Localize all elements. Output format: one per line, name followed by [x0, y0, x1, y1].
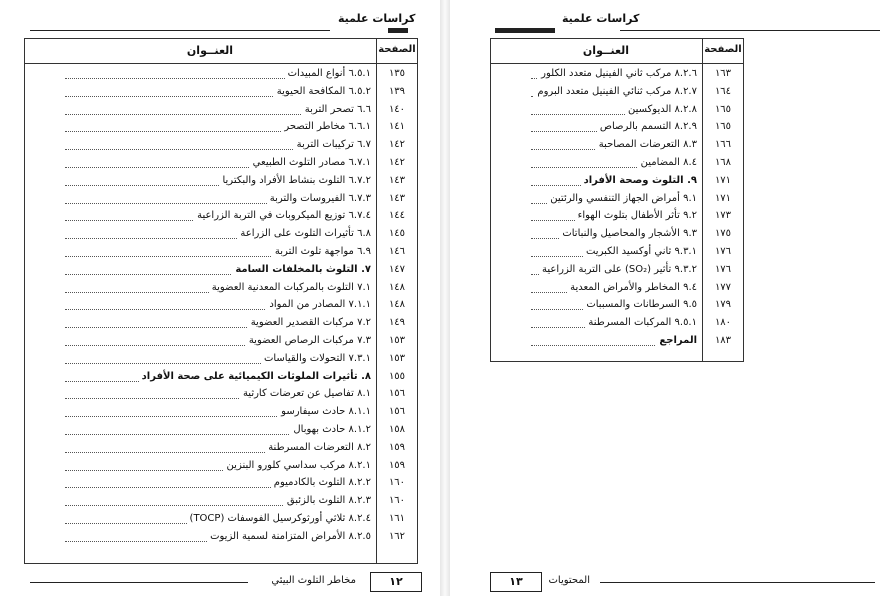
- book-gutter: [440, 0, 450, 596]
- toc-entry-page: ١٦٨: [714, 157, 732, 168]
- toc-entry-page: ١٦٥: [714, 103, 732, 115]
- toc-entry-page: ١٦٢: [388, 530, 406, 542]
- toc-entry-page: ١٧٥: [714, 228, 732, 240]
- toc-entry-title: ٩.٣ الأشجار والمحاصيل والنباتات: [559, 228, 697, 239]
- toc-row: [25, 476, 417, 493]
- toc-row: [25, 387, 417, 404]
- toc-entry-title: ٨.٢ التعرضات المسرطنة: [265, 442, 371, 453]
- toc-row: [25, 174, 417, 191]
- toc-entry-title: ٦.٩ مواجهة تلوث التربة: [272, 246, 371, 257]
- toc-entry-page: ١٧٦: [714, 263, 732, 275]
- toc-row: [491, 281, 743, 298]
- toc-row: [25, 120, 417, 137]
- toc-entry-title: ٨.٢.٨ الديوكسين: [625, 104, 697, 115]
- page-footer: [30, 572, 430, 592]
- toc-entry-title: ٦.٦.١ مخاطر التصحر: [281, 121, 371, 132]
- toc-entry-page: ١٤٥: [388, 228, 406, 240]
- toc-row: [491, 316, 743, 333]
- toc-entry-title: ٦.٧.١ مصادر التلوث الطبيعي: [250, 157, 371, 168]
- toc-row: [25, 512, 417, 529]
- toc-entry-page: ١٤١: [388, 121, 406, 133]
- toc-entry-page: ١٥٩: [388, 441, 406, 453]
- toc-entry-page: ١٥٣: [388, 335, 406, 346]
- toc-entry-page: ١٦٣: [714, 68, 732, 79]
- column-header-page: الصفحة: [378, 44, 416, 55]
- toc-entry-title: ٦.٥.١ أنواع المبيدات: [285, 68, 371, 79]
- toc-entry-page: ١٧٣: [714, 210, 732, 222]
- toc-entry-page: ١٦١: [388, 513, 406, 524]
- toc-row: [25, 352, 417, 369]
- toc-entry-title: ٨.١.١ حادث سيفارسو: [278, 406, 371, 417]
- toc-row: [25, 441, 417, 458]
- column-header-title: العنــوان: [186, 44, 234, 57]
- right-page: [450, 0, 893, 596]
- page-footer: [480, 572, 880, 592]
- series-header: [450, 6, 893, 34]
- toc-entry-title: ٨.٢.١ مركب سداسي كلورو البنزين: [224, 460, 371, 471]
- toc-entry-title: ٦.٦ تصحر التربة: [302, 104, 371, 115]
- toc-entry-page: ١٣٥: [388, 68, 406, 79]
- series-title: كراسات علمية: [338, 12, 416, 25]
- toc-row: [491, 138, 743, 155]
- toc-row: [25, 370, 417, 387]
- toc-entry-title: ٨. تأثيرات الملوثات الكيميائية على صحة الأفراد: [139, 371, 371, 382]
- toc-row: [491, 227, 743, 244]
- toc-table: [24, 38, 418, 564]
- toc-entry-page: ١٦٠: [388, 477, 406, 489]
- toc-entry-title: ٨.٢.٤ ثلاثي أورثوكرسيل الفوسفات (TOCP): [187, 513, 371, 524]
- toc-entry-title: ٩.١ أمراض الجهاز التنفسي والرئتين: [547, 193, 697, 204]
- toc-row: [25, 281, 417, 298]
- toc-row: [25, 405, 417, 422]
- toc-entry-page: ١٦٠: [388, 495, 406, 507]
- column-header-page: الصفحة: [704, 44, 742, 55]
- toc-entry-title: ٧.١.١ المصادر من المواد: [266, 299, 371, 310]
- toc-row: [25, 67, 417, 84]
- page-number: ١٣: [490, 572, 542, 592]
- toc-entry-page: ١٦٦: [714, 139, 732, 151]
- toc-row: [25, 334, 417, 351]
- toc-entry-page: ١٣٩: [388, 85, 406, 97]
- series-title: كراسات علمية: [562, 12, 640, 25]
- page-number: ١٢: [370, 572, 422, 592]
- toc-entry-title: ٨.٣ التعرضات المصاحبة: [596, 139, 697, 150]
- header-bar: [495, 28, 555, 33]
- toc-row: [25, 494, 417, 511]
- toc-table: [490, 38, 744, 362]
- toc-row: [491, 192, 743, 209]
- toc-entry-title: ٩.٥.١ المركبات المسرطنة: [585, 317, 697, 328]
- toc-row: [25, 103, 417, 120]
- toc-entry-page: ١٤٢: [388, 139, 406, 151]
- toc-entry-title: ٨.٤ المضامين: [638, 157, 697, 168]
- toc-entry-page: ١٥٣: [388, 352, 406, 364]
- toc-row: [25, 192, 417, 209]
- toc-entry-title: ٩.٤ المخاطر والأمراض المعدية: [567, 282, 697, 293]
- toc-entry-page: ١٤٩: [388, 317, 406, 329]
- toc-entry-page: ١٤٦: [388, 246, 406, 257]
- toc-entry-title: ٧.٣.١ التحولات والقياسات: [261, 353, 371, 364]
- toc-entry-page: ١٤٠: [388, 103, 406, 115]
- toc-entry-page: ١٧٩: [714, 299, 732, 311]
- toc-row: [25, 459, 417, 476]
- toc-row: [491, 245, 743, 262]
- toc-row: [25, 263, 417, 280]
- toc-entry-page: ١٥٦: [388, 406, 406, 418]
- toc-entry-title: ٩. التلوث وصحة الأفراد: [581, 175, 697, 186]
- toc-row: [25, 85, 417, 102]
- toc-entry-page: ١٧١: [714, 192, 732, 204]
- toc-entry-title: ٨.٢.٦ مركب ثاني الفينيل متعدد الكلور: [538, 68, 697, 79]
- toc-row: [491, 298, 743, 315]
- toc-entry-page: ١٦٥: [714, 121, 732, 133]
- left-page: [0, 0, 440, 596]
- toc-entry-title: ٦.٧.٤ توزيع الميكروبات في التربة الزراعية: [194, 210, 371, 221]
- toc-entry-page: ١٤٨: [388, 299, 406, 311]
- header-bar: [388, 28, 408, 33]
- toc-entry-title: ٩.٢ تأثر الأطفال بتلوث الهواء: [575, 210, 697, 221]
- toc-entry-title: ٦.٧ تركيبات التربة: [294, 139, 371, 150]
- toc-entry-title: ٨.٢.٧ مركب ثنائي الفينيل متعدد البروم: [534, 86, 697, 97]
- toc-entry-title: ٦.٧.٣ الفيروسات والتربة: [267, 193, 371, 204]
- toc-entry-page: ١٥٩: [388, 459, 406, 471]
- toc-entry-title: ٩.٣.٢ تأثير (SO₂) على التربة الزراعية: [539, 264, 697, 275]
- toc-header: [491, 39, 743, 64]
- toc-row: [491, 334, 743, 351]
- toc-entry-title: ٨.٢.٥ الأمراض المتزامنة لسمية الزيوت: [207, 531, 371, 542]
- toc-entry-title: ٨.٢.٩ التسمم بالرصاص: [597, 121, 697, 132]
- toc-row: [25, 156, 417, 173]
- toc-row: [491, 120, 743, 137]
- toc-row: [491, 263, 743, 280]
- toc-row: [25, 138, 417, 155]
- toc-entry-title: ٨.٢.٢ التلوث بالكادميوم: [271, 477, 371, 488]
- toc-row: [491, 103, 743, 120]
- toc-entry-title: ٨.١ تفاصيل عن تعرضات كارثية: [240, 388, 371, 399]
- toc-entry-page: ١٤٨: [388, 281, 406, 293]
- footer-rule: [30, 582, 248, 583]
- toc-entry-title: ٦.٧.٢ التلوث بنشاط الأفراد والبكتريا: [219, 175, 371, 186]
- toc-row: [491, 67, 743, 84]
- toc-entry-title: ٨.٢.٣ التلوث بالزئبق: [284, 495, 371, 506]
- column-header-title: العنــوان: [582, 44, 630, 57]
- toc-row: [25, 423, 417, 440]
- toc-entry-page: ١٤٤: [388, 210, 406, 222]
- header-rule: [620, 30, 880, 31]
- toc-row: [25, 530, 417, 547]
- footer-text: مخاطر التلوث البيئي: [271, 575, 356, 586]
- toc-entry-page: ١٥٨: [388, 424, 406, 435]
- toc-entry-title: المراجع: [656, 335, 697, 346]
- toc-row: [25, 227, 417, 244]
- toc-row: [25, 209, 417, 226]
- footer-rule: [600, 582, 875, 583]
- toc-entry-page: ١٧٧: [714, 281, 732, 293]
- toc-row: [25, 245, 417, 262]
- toc-row: [491, 85, 743, 102]
- toc-entry-page: ١٨٣: [714, 335, 732, 346]
- toc-row: [25, 316, 417, 333]
- toc-entry-title: ٦.٨ تأثيرات التلوث على الزراعة: [237, 228, 371, 239]
- toc-entry-title: ٧.١ التلوث بالمركبات المعدنية العضوية: [209, 282, 371, 293]
- header-rule: [30, 30, 330, 31]
- toc-row: [491, 209, 743, 226]
- toc-entry-title: ٧.٢ مركبات القصدير العضوية: [248, 317, 371, 328]
- toc-entry-page: ١٤٣: [388, 192, 406, 204]
- footer-text: المحتويات: [548, 575, 590, 586]
- toc-entry-title: ٩.٥ السرطانات والمسببات: [583, 299, 697, 310]
- toc-entry-page: ١٤٢: [388, 157, 406, 168]
- toc-entry-title: ٧. التلوث بالمخلفات السامة: [232, 264, 371, 275]
- toc-entry-page: ١٧١: [714, 174, 732, 186]
- toc-entry-page: ١٨٠: [714, 317, 732, 329]
- toc-entry-page: ١٥٥: [388, 370, 406, 382]
- toc-entry-title: ٦.٥.٢ المكافحة الحيوية: [274, 86, 371, 97]
- toc-entry-title: ٨.١.٢ حادث بهوبال: [290, 424, 371, 435]
- toc-entry-page: ١٤٧: [388, 263, 406, 275]
- toc-row: [25, 298, 417, 315]
- toc-entry-page: ١٧٦: [714, 246, 732, 257]
- toc-row: [491, 174, 743, 191]
- toc-entry-title: ٩.٣.١ ثاني أوكسيد الكبريت: [583, 246, 697, 257]
- toc-entry-page: ١٥٦: [388, 388, 406, 400]
- toc-entry-title: ٧.٣ مركبات الرصاص العضوية: [246, 335, 371, 346]
- toc-entry-page: ١٤٣: [388, 174, 406, 186]
- series-header: [0, 6, 440, 34]
- toc-row: [491, 156, 743, 173]
- toc-header: [25, 39, 417, 64]
- toc-entry-page: ١٦٤: [714, 85, 732, 97]
